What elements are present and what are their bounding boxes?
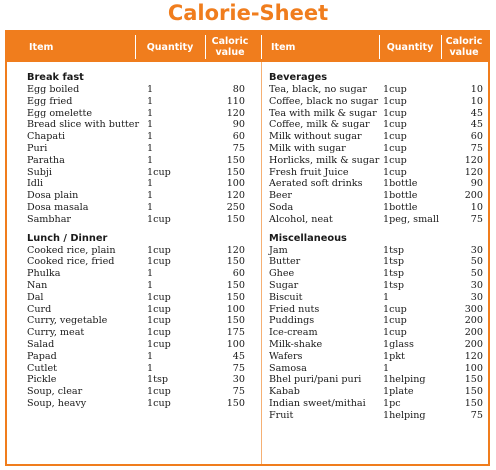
item-name: Aerated soft drinks [269,178,363,190]
item-name: Curry, vegetable [27,315,108,327]
item-name: Horlicks, milk & sugar [269,154,380,166]
header-item-left: Item [29,41,54,53]
item-quantity: 1cup [383,95,407,107]
item-calories: 30 [470,279,483,291]
item-quantity: 1cup [147,327,171,339]
item-calories: 100 [226,178,245,190]
item-name: Paratha [27,154,65,166]
item-name: Milk with sugar [269,142,346,154]
item-quantity: 1cup [383,107,407,119]
item-calories: 90 [470,178,483,190]
item-quantity: 1bottle [383,190,418,202]
item-quantity: 1 [147,95,154,107]
table-row [269,386,483,398]
table-row [27,304,251,316]
item-quantity: 1tsp [147,374,169,386]
item-quantity: 1cup [147,244,171,256]
item-name: Milk-shake [269,338,323,350]
item-quantity: 1 [147,119,154,131]
item-quantity: 1 [147,131,154,143]
item-name: Bread slice with butter [27,119,140,131]
item-name: Samosa [269,362,307,374]
item-name: Coffee, black no sugar [269,95,379,107]
item-name: Wafers [269,350,303,362]
item-quantity: 1helping [383,409,426,421]
item-quantity: 1 [383,362,390,374]
item-name: Sambhar [27,213,72,225]
item-name: Salad [27,338,55,350]
item-quantity: 1 [147,178,154,190]
item-quantity: 1 [147,154,154,166]
table-row [27,131,251,143]
table-row [269,245,483,257]
table-row [27,327,251,339]
item-quantity: 1 [147,107,154,119]
item-name: Fresh fruit Juice [269,166,349,178]
table-row [269,280,483,292]
item-name: Bhel puri/pani puri [269,374,362,386]
table-row [27,190,251,202]
item-name: Idli [27,178,44,190]
item-name: Curd [27,303,52,315]
table-row [269,202,483,214]
item-quantity: 1 [147,279,154,291]
item-name: Jam [269,244,288,256]
item-calories: 150 [226,213,245,225]
item-quantity: 1cup [147,213,171,225]
item-calories: 200 [464,190,483,202]
item-calories: 120 [464,350,483,362]
item-calories: 150 [226,397,245,409]
table-row [27,167,251,179]
item-quantity: 1tsp [383,256,405,268]
table-row [269,256,483,268]
item-name: Kabab [269,386,300,398]
item-calories: 30 [232,374,245,386]
item-quantity: 1cup [147,338,171,350]
item-quantity: 1bottle [383,178,418,190]
item-quantity: 1cup [147,303,171,315]
item-name: Egg fried [27,95,73,107]
table-row [27,351,251,363]
item-calories: 45 [232,350,245,362]
table-row [27,268,251,280]
item-quantity: 1helping [383,374,426,386]
item-name: Butter [269,256,301,268]
item-calories: 75 [232,142,245,154]
item-name: Indian sweet/mithai [269,397,366,409]
item-quantity: 1cup [383,142,407,154]
item-calories: 200 [464,327,483,339]
item-calories: 75 [232,386,245,398]
item-calories: 50 [470,268,483,280]
item-name: Subji [27,166,52,178]
item-calories: 30 [470,291,483,303]
item-quantity: 1cup [147,166,171,178]
item-quantity: 1pkt [383,350,405,362]
item-quantity: 1 [147,84,154,95]
item-calories: 150 [226,291,245,303]
table-row [269,292,483,304]
item-calories: 150 [226,279,245,291]
table-row [269,96,483,108]
header-separator [261,35,262,59]
table-row [27,339,251,351]
item-name: Tea, black, no sugar [269,84,367,95]
item-calories: 300 [464,303,483,315]
table-row [27,315,251,327]
item-calories: 120 [226,190,245,202]
item-quantity: 1plate [383,386,414,398]
table-row [269,315,483,327]
item-name: Coffee, milk & sugar [269,119,370,131]
header-caloric-right: Caloric value [445,36,483,58]
table-row [269,119,483,131]
item-calories: 200 [464,338,483,350]
table-row [269,351,483,363]
table-row [27,96,251,108]
section-heading: Lunch / Dinner [27,232,108,244]
item-quantity: 1cup [383,131,407,143]
item-calories: 120 [226,107,245,119]
item-quantity: 1cup [383,303,407,315]
table-row [269,108,483,120]
table-row [27,245,251,257]
item-quantity: 1cup [383,315,407,327]
item-name: Alcohol, neat [269,213,333,225]
table-row [269,339,483,351]
item-calories: 80 [232,84,245,95]
item-quantity: 1tsp [383,268,405,280]
item-quantity: 1 [147,201,154,213]
table-row [269,214,483,226]
item-name: Chapati [27,131,66,143]
left-column [27,65,251,410]
table-row [269,363,483,375]
item-quantity: 1 [147,350,154,362]
item-name: Fruit [269,409,294,421]
item-quantity: 1cup [383,84,407,95]
item-name: Phulka [27,268,61,280]
item-calories: 150 [464,397,483,409]
table-row [27,386,251,398]
item-name: Fried nuts [269,303,320,315]
table-row [269,155,483,167]
item-name: Pickle [27,374,57,386]
table-row [269,374,483,386]
item-quantity: 1cup [147,386,171,398]
table-row [27,155,251,167]
right-column [269,65,483,422]
item-name: Papad [27,350,57,362]
header-caloric-left: Caloric value [211,36,249,58]
section-heading: Beverages [269,72,328,83]
table-row [269,190,483,202]
page-title: Calorie-Sheet [167,1,329,25]
table-row [27,398,251,410]
item-calories: 75 [232,362,245,374]
item-calories: 30 [470,244,483,256]
item-name: Milk without sugar [269,131,362,143]
item-name: Soda [269,201,294,213]
table-row [27,374,251,386]
item-quantity: 1cup [383,119,407,131]
item-name: Cutlet [27,362,57,374]
table-row [27,363,251,375]
item-quantity: 1 [383,291,390,303]
item-calories: 10 [470,201,483,213]
item-quantity: 1 [147,142,154,154]
item-quantity: 1cup [383,327,407,339]
table-row [27,256,251,268]
table-row [27,202,251,214]
item-name: Sugar [269,279,299,291]
item-name: Nan [27,279,48,291]
table-row [27,108,251,120]
table-row [27,280,251,292]
item-quantity: 1tsp [383,244,405,256]
item-name: Soup, clear [27,386,83,398]
item-calories: 150 [464,386,483,398]
table-row [27,143,251,155]
item-quantity: 1cup [147,291,171,303]
table-row [27,292,251,304]
item-calories: 10 [470,84,483,95]
item-calories: 45 [470,119,483,131]
item-calories: 150 [226,166,245,178]
table-header [7,32,488,62]
item-name: Beer [269,190,292,202]
header-quantity-right: Quantity [386,41,434,53]
item-quantity: 1glass [383,338,414,350]
item-name: Dal [27,291,44,303]
item-name: Cooked rice, fried [27,256,115,268]
table-row [27,84,251,96]
item-calories: 110 [226,95,245,107]
table-row [269,143,483,155]
item-calories: 60 [232,268,245,280]
item-name: Curry, meat [27,327,85,339]
table-row [269,131,483,143]
item-name: Egg omelette [27,107,93,119]
item-name: Dosa plain [27,190,79,202]
table-row [269,84,483,96]
item-quantity: 1pc [383,397,401,409]
item-quantity: 1 [147,362,154,374]
item-name: Puri [27,142,48,154]
item-name: Egg boiled [27,84,80,95]
item-calories: 150 [226,154,245,166]
item-name: Biscuit [269,291,303,303]
item-name: Dosa masala [27,201,89,213]
item-name: Soup, heavy [27,397,87,409]
calorie-table [5,30,490,466]
item-name: Cooked rice, plain [27,244,116,256]
item-name: Ice-cream [269,327,318,339]
item-calories: 50 [470,256,483,268]
item-name: Ghee [269,268,295,280]
item-calories: 75 [470,213,483,225]
item-calories: 200 [464,315,483,327]
item-calories: 175 [226,327,245,339]
header-item-right: Item [271,41,296,53]
table-row [269,398,483,410]
item-calories: 120 [464,154,483,166]
table-row [269,410,483,422]
item-quantity: 1bottle [383,201,418,213]
item-quantity: 1 [147,190,154,202]
item-name: Puddings [269,315,315,327]
section-heading: Break fast [27,72,84,83]
item-calories: 150 [226,256,245,268]
section-heading: Miscellaneous [269,232,347,244]
item-quantity: 1 [147,268,154,280]
item-calories: 250 [226,201,245,213]
item-quantity: 1cup [383,166,407,178]
item-calories: 75 [470,142,483,154]
table-row [269,304,483,316]
item-quantity: 1cup [147,256,171,268]
table-row [27,214,251,226]
item-name: Tea with milk & sugar [269,107,377,119]
item-calories: 150 [464,374,483,386]
item-calories: 120 [226,244,245,256]
table-row [269,268,483,280]
item-calories: 100 [226,338,245,350]
item-calories: 75 [470,409,483,421]
table-row [269,167,483,179]
table-row [269,178,483,190]
item-quantity: 1peg, small [383,213,440,225]
item-calories: 100 [226,303,245,315]
item-calories: 90 [232,119,245,131]
table-row [27,178,251,190]
item-calories: 60 [232,131,245,143]
item-calories: 60 [470,131,483,143]
item-calories: 150 [226,315,245,327]
item-quantity: 1cup [147,315,171,327]
header-quantity-left: Quantity [146,41,194,53]
item-calories: 10 [470,95,483,107]
table-row [27,119,251,131]
item-calories: 120 [464,166,483,178]
column-divider [261,62,262,464]
item-quantity: 1cup [383,154,407,166]
item-calories: 100 [464,362,483,374]
item-calories: 45 [470,107,483,119]
table-row [269,327,483,339]
item-quantity: 1tsp [383,279,405,291]
item-quantity: 1cup [147,397,171,409]
